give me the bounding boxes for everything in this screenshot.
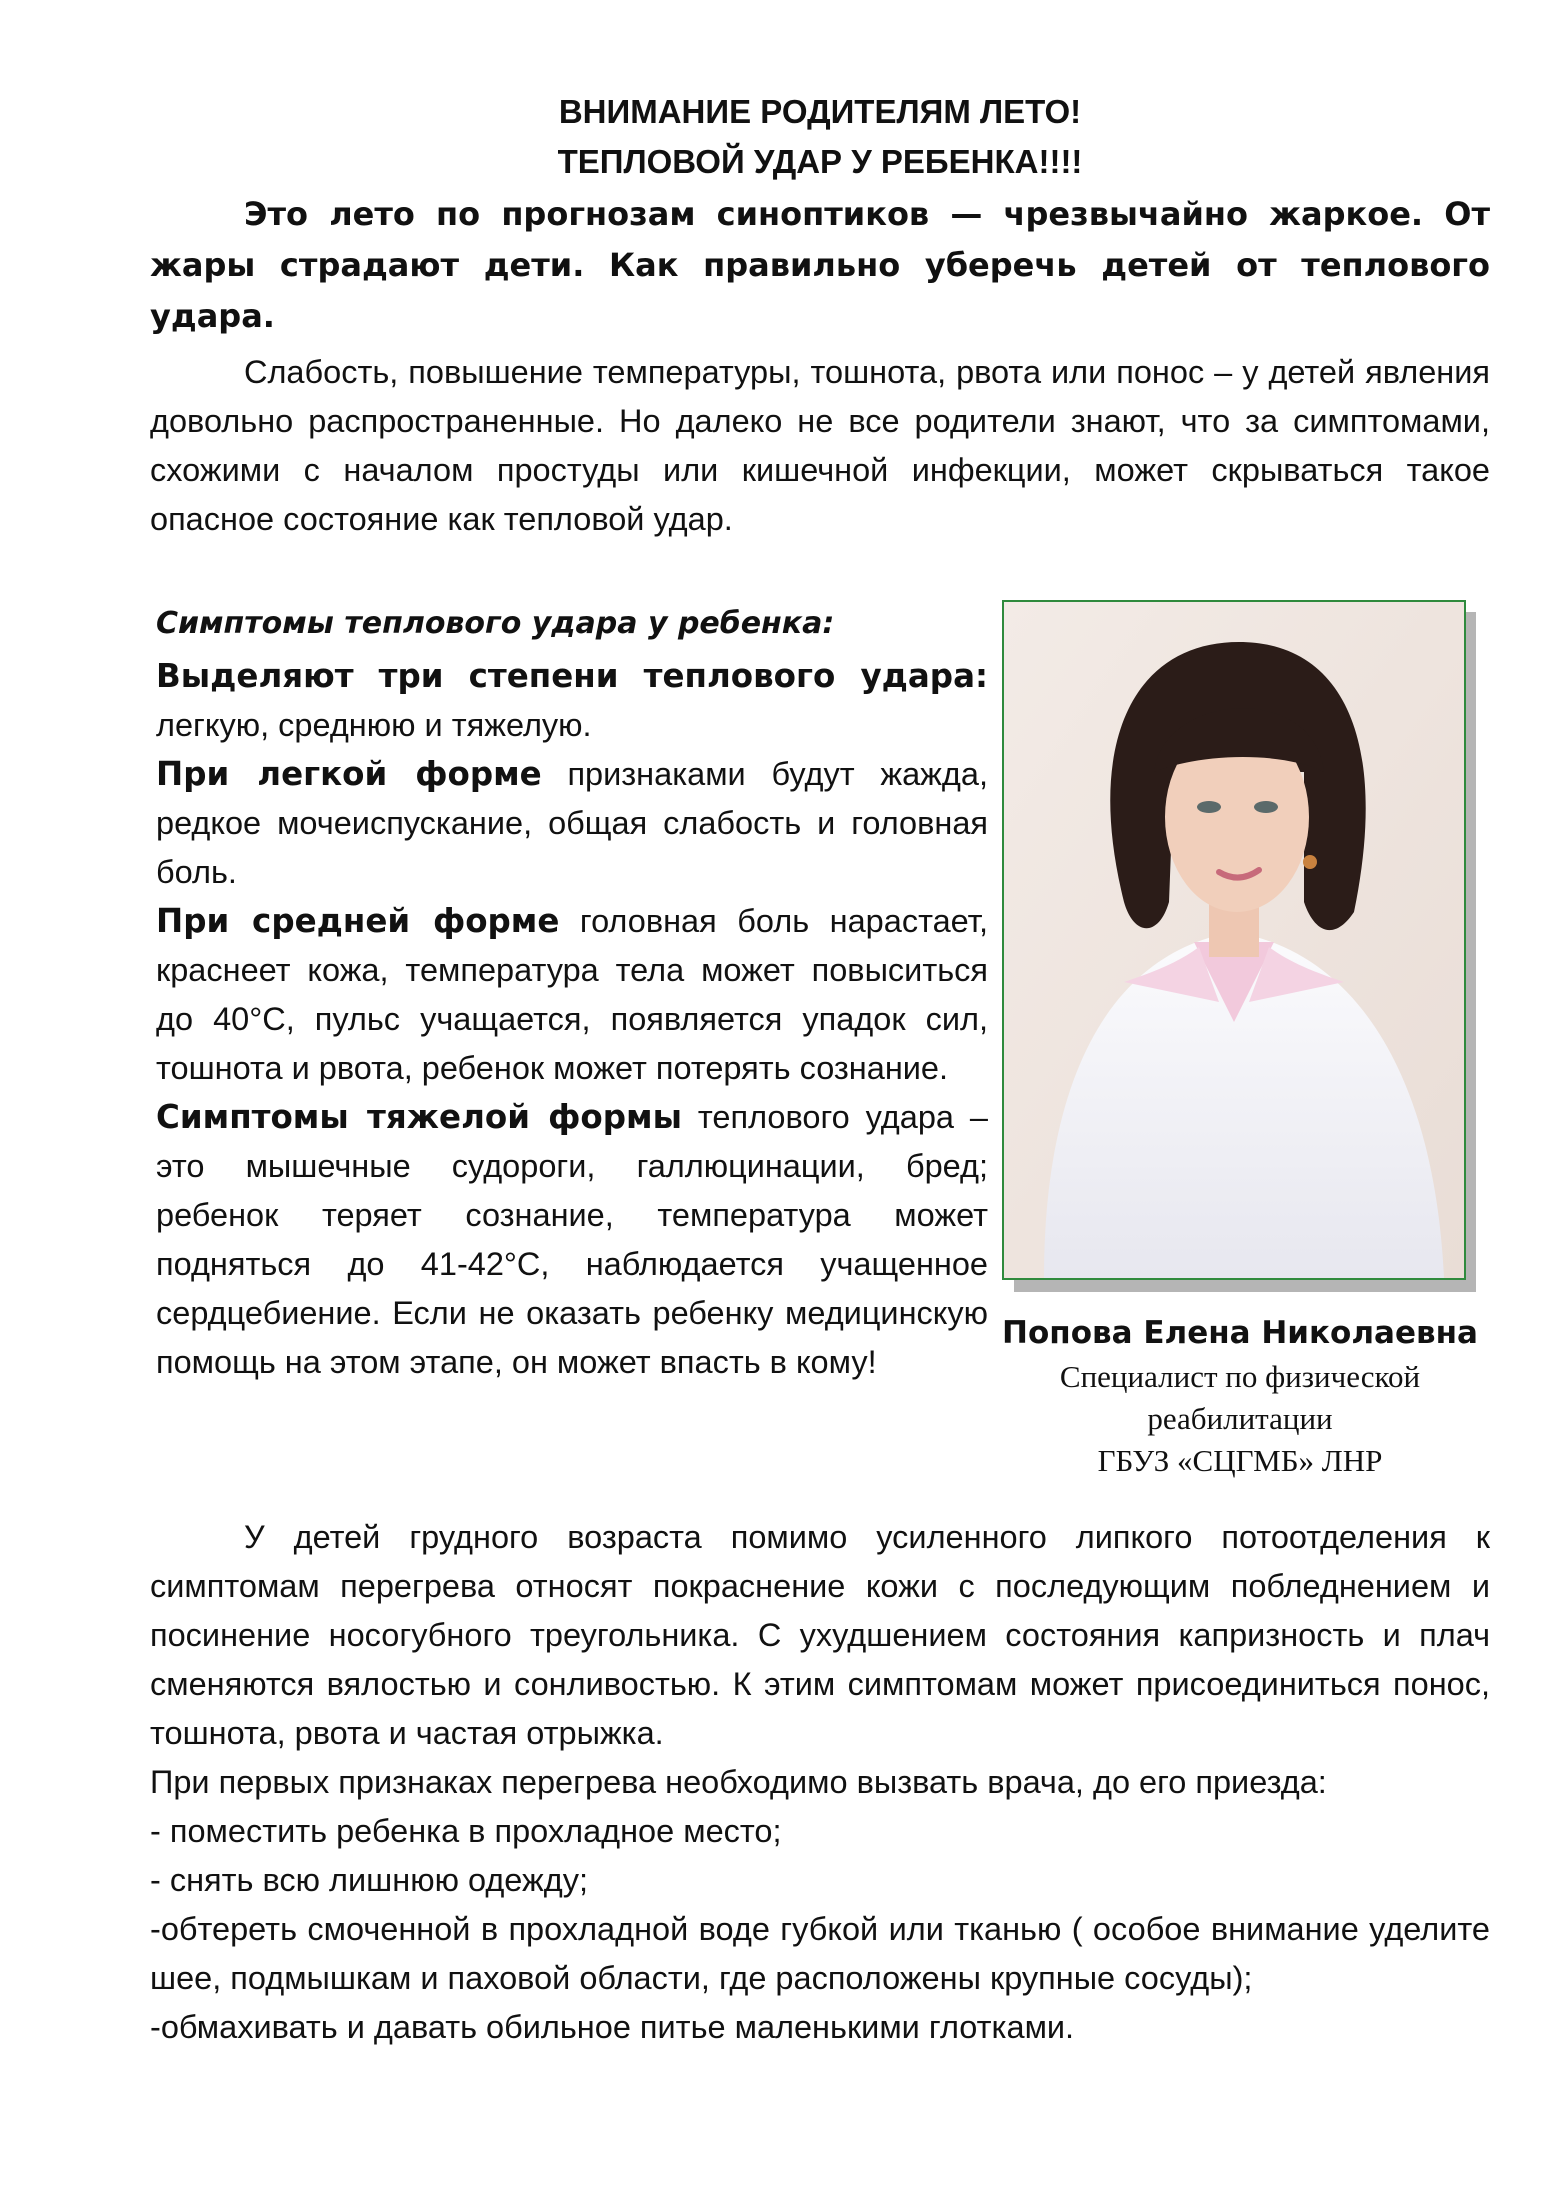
title-line-1: ВНИМАНИЕ РОДИТЕЛЯМ ЛЕТО! (558, 93, 1082, 130)
degrees-text: легкую, среднюю и тяжелую. (156, 707, 592, 743)
specialist-photo (1002, 600, 1466, 1280)
medium-form-bold: При средней форме (156, 902, 560, 940)
light-form-bold: При легкой форме (156, 755, 542, 793)
light-form-text: признаками будут жажда, редкое мочеиспускание, общая слабость и головная боль. (156, 756, 988, 890)
medium-form-paragraph (156, 897, 988, 1093)
degrees-bold: Выделяют три степени теплового удара: (156, 657, 988, 695)
light-form-paragraph (156, 750, 988, 897)
symptoms-heading: Симптомы теплового удара у ребенка: (156, 606, 835, 641)
first-aid-item: -обмахивать и давать обильное питье маленькими глотками. (150, 2009, 1075, 2045)
specialist-name: Попова Елена Николаевна (1002, 1315, 1478, 1351)
severe-form-bold: Симптомы тяжелой формы (156, 1098, 682, 1136)
medium-form-text: головная боль нарастает, краснеет кожа, температура тела может повыситься до 40°С, пульс учащается, появляется упадок сил, тошнота и рвота, ребенок может потерять сознание. (156, 903, 988, 1086)
intro-paragraph: Слабость, повышение температуры, тошнота, рвота или понос – у детей явления довольно распространенные. Но далеко не все родители знают, что за симптомами, схожими с началом простуды или кишечной инфекции, может скрываться такое опасное состояние как тепловой удар. (150, 354, 1490, 537)
first-aid-block (150, 1758, 1490, 2052)
title-line-2: ТЕПЛОВОЙ УДАР У РЕБЕНКА!!!! (557, 143, 1083, 180)
degrees-paragraph (156, 652, 988, 750)
specialist-role-line-1: Специалист по физической (1059, 1359, 1421, 1394)
infants-paragraph: У детей грудного возраста помимо усиленного липкого потоотделения к симптомам перегрева относят покраснение кожи с последующим побледнением и посинение носогубного треугольника. С ухудшением состояния капризность и плач сменяются вялостью и сонливостью. К этим симптомам может присоединиться понос, тошнота, рвота и частая отрыжка. (150, 1519, 1490, 1751)
portrait-illustration (1004, 602, 1464, 1278)
specialist-role-line-2: реабилитации (1147, 1401, 1333, 1436)
intro-bold-paragraph: Это лето по прогнозам синоптиков — чрезвычайно жаркое. От жары страдают дети. Как правильно уберечь детей от теплового удара. (150, 195, 1490, 335)
first-aid-item: - поместить ребенка в прохладное место; (150, 1813, 782, 1849)
symptoms-column (156, 652, 988, 1387)
specialist-organization: ГБУЗ «СЦГМБ» ЛНР (1097, 1443, 1383, 1478)
first-aid-item: -обтереть смоченной в прохладной воде губкой или тканью ( особое внимание уделите шее, подмышкам и паховой области, где расположены крупные сосуды); (150, 1911, 1490, 1996)
first-aid-item: - снять всю лишнюю одежду; (150, 1862, 588, 1898)
first-aid-intro: При первых признаках перегрева необходимо вызвать врача, до его приезда: (150, 1764, 1327, 1800)
severe-form-text: теплового удара – это мышечные судороги, галлюцинации, бред; ребенок теряет сознание, температура может подняться до 41-42°С, наблюдается учащенное сердцебиение. Если не оказать ребенку медицинскую помощь на этом этапе, он может впасть в кому! (156, 1099, 988, 1380)
severe-form-paragraph (156, 1093, 988, 1387)
